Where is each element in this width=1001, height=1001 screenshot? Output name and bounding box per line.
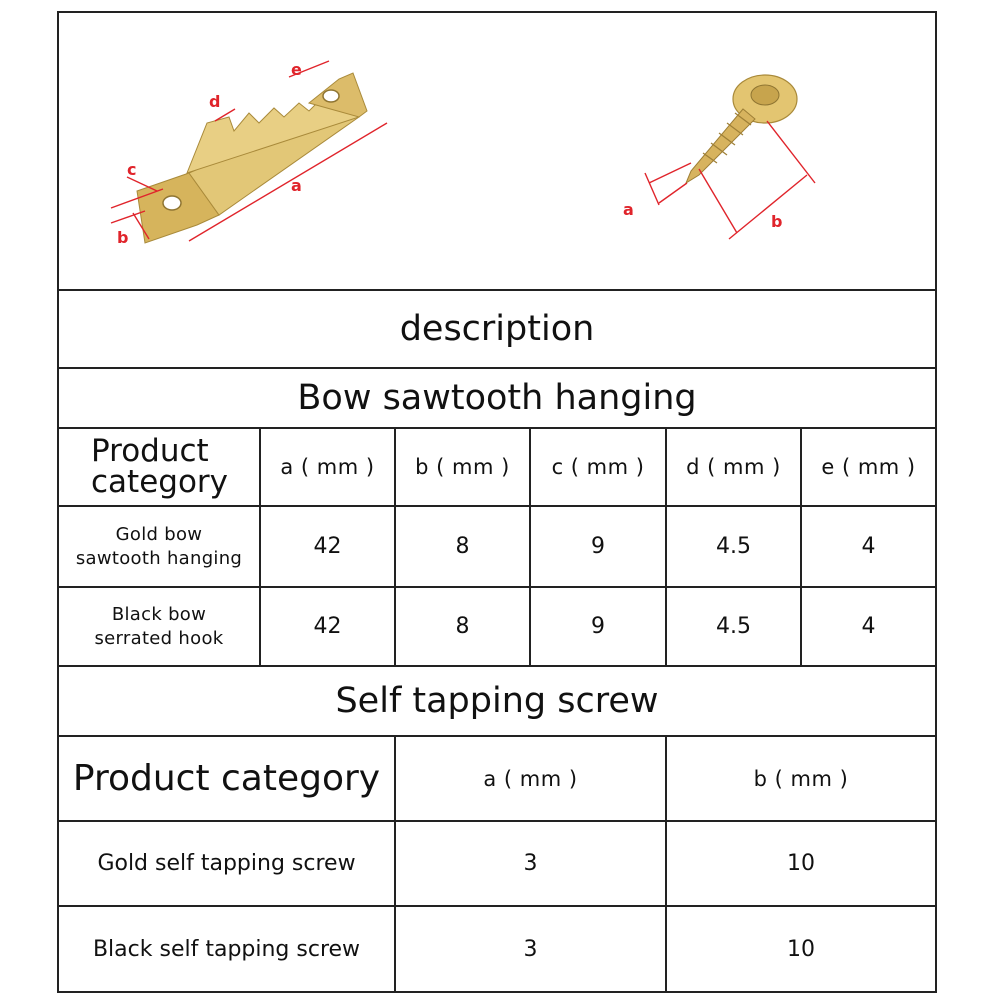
screw-label-a: a <box>623 200 634 219</box>
screw-category-header: Product category <box>72 758 381 799</box>
table-cell: 3 <box>523 936 538 962</box>
row-name-line2: serrated hook <box>94 627 224 649</box>
product-diagram-area <box>59 13 935 289</box>
table-cell: 4.5 <box>716 614 751 639</box>
hanger-label-e: e <box>291 60 302 79</box>
bow-col-e: e ( mm ) <box>821 455 916 479</box>
table-cell: 8 <box>455 534 470 559</box>
table-cell: 3 <box>523 851 538 876</box>
hanger-label-c: c <box>127 160 137 179</box>
description-heading: description <box>399 309 595 349</box>
table-cell: 4 <box>861 614 876 639</box>
bow-col-d: d ( mm ) <box>686 455 781 479</box>
table-row-name: Black self tapping screw <box>92 936 361 962</box>
screw-col-b: b ( mm ) <box>753 766 849 791</box>
table-row-name <box>59 507 259 586</box>
bow-col-b: b ( mm ) <box>415 455 510 479</box>
table-cell: 10 <box>787 936 815 962</box>
screw-label-b: b <box>771 212 783 231</box>
bow-category-header-text: Product category <box>91 433 229 500</box>
hanger-label-a: a <box>291 176 302 195</box>
table-cell: 9 <box>591 534 605 559</box>
table-cell: 10 <box>787 851 815 876</box>
table-cell: 42 <box>313 614 342 639</box>
hanger-label-d: d <box>209 92 221 111</box>
screw-section-title: Self tapping screw <box>335 681 659 721</box>
table-cell: 4 <box>861 534 876 559</box>
hanger-label-b: b <box>117 228 129 247</box>
bow-col-a: a ( mm ) <box>280 455 375 479</box>
row-name-line2: sawtooth hanging <box>75 547 243 569</box>
row-name-line1: Gold bow <box>115 523 203 545</box>
screw-illustration <box>623 75 815 239</box>
table-cell: 42 <box>313 534 342 559</box>
screw-col-a: a ( mm ) <box>483 766 578 791</box>
table-row-name <box>59 588 259 665</box>
table-cell: 8 <box>455 614 470 639</box>
row-name-line1: Black bow <box>111 603 207 625</box>
bow-category-header <box>59 429 259 505</box>
table-cell: 4.5 <box>716 534 751 559</box>
bow-section-title: Bow sawtooth hanging <box>297 378 697 418</box>
table-cell: 9 <box>591 614 605 639</box>
bow-col-c: c ( mm ) <box>551 455 645 479</box>
table-row-name: Gold self tapping screw <box>97 851 356 876</box>
sawtooth-hanger-illustration <box>111 60 387 247</box>
